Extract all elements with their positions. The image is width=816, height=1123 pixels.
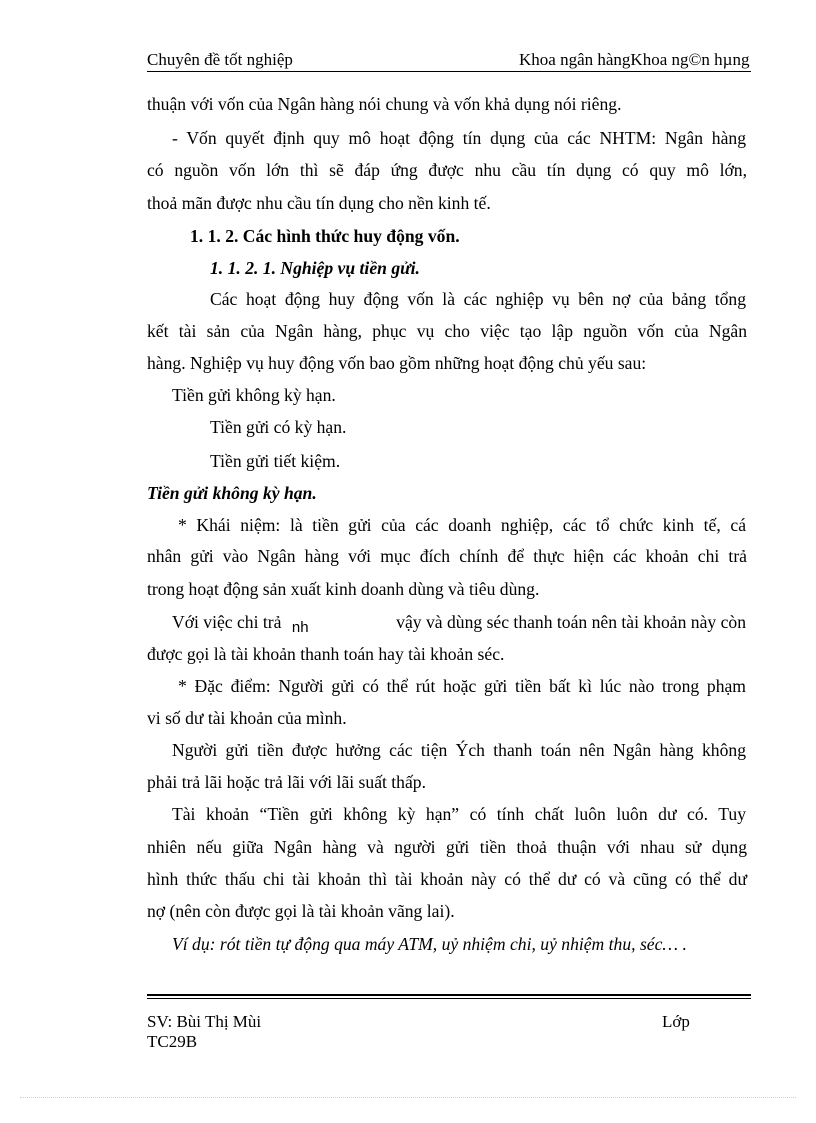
paragraph-line: * Khái niệm: là tiền gửi của các doanh nghiệp, các tổ chức kinh tế, cá (178, 515, 746, 535)
header-divider (147, 71, 751, 72)
paragraph-line: có nguồn vốn lớn thì sẽ đáp ứng được nhu cầu tín dụng có quy mô lớn, (147, 160, 747, 180)
term-heading: Tiền gửi không kỳ hạn. (147, 483, 317, 503)
example-line: Ví dụ: rót tiền tự động qua máy ATM, uỷ nhiệm chi, uỷ nhiệm thu, séc… . (172, 934, 687, 954)
paragraph-line: kết tài sản của Ngân hàng, phục vụ cho việc tạo lập nguồn vốn của Ngân (147, 321, 747, 341)
list-item: Tiền gửi không kỳ hạn. (172, 385, 336, 405)
paragraph-line: * Đặc điểm: Người gửi có thể rút hoặc gửi tiền bất kì lúc nào trong phạm (178, 676, 746, 696)
paragraph-line: nhiên nếu giữa Ngân hàng và người gửi tiền thoả thuận với nhau sử dụng (147, 837, 747, 857)
footer-divider (147, 994, 751, 996)
subsection-heading: 1. 1. 2. 1. Nghiệp vụ tiền gửi. (210, 258, 420, 278)
text-fragment: Với việc chi trả (172, 612, 282, 632)
footer-class-label: Lớp (662, 1012, 690, 1031)
header-right-title: Khoa ngân hàngKhoa ng©n hµng (519, 50, 750, 69)
header-left-title: Chuyên đề tốt nghiệp (147, 50, 293, 69)
paragraph-line: phải trả lãi hoặc trả lãi với lãi suất thấp. (147, 772, 426, 792)
paragraph-line: Người gửi tiền được hưởng các tiện Ých thanh toán nên Ngân hàng không (172, 740, 746, 760)
paragraph-line: Tài khoản “Tiền gửi không kỳ hạn” có tính chất luôn luôn dư có. Tuy (172, 804, 746, 824)
page-edge-divider (20, 1097, 796, 1098)
paragraph-line: thuận với vốn của Ngân hàng nói chung và vốn khả dụng nói riêng. (147, 94, 622, 114)
list-item: Tiền gửi tiết kiệm. (210, 451, 341, 471)
paragraph-line: - Vốn quyết định quy mô hoạt động tín dụng của các NHTM: Ngân hàng (172, 128, 746, 148)
text-fragment: vậy và dùng séc thanh toán nên tài khoản này còn (396, 612, 746, 632)
list-item: Tiền gửi có kỳ hạn. (210, 417, 347, 437)
paragraph-line: nhân gửi vào Ngân hàng với mục đích chính để thực hiện các khoản chi trả (147, 546, 747, 566)
paragraph-line: trong hoạt động sản xuất kinh doanh dùng và tiêu dùng. (147, 579, 540, 599)
text-fragment: nh (291, 619, 309, 636)
paragraph-line: được gọi là tài khoản thanh toán hay tài khoản séc. (147, 644, 505, 664)
footer-student-name: SV: Bùi Thị Mùi (147, 1012, 262, 1031)
paragraph-line: hình thức thấu chi tài khoản thì tài khoản này có thể dư có và cũng có thể dư (147, 869, 747, 889)
paragraph-line: nợ (nên còn được gọi là tài khoản vãng lai). (147, 901, 455, 921)
paragraph-line (172, 612, 746, 636)
footer-divider (147, 998, 751, 999)
section-heading: 1. 1. 2. Các hình thức huy động vốn. (190, 226, 460, 246)
paragraph-line: thoả mãn được nhu cầu tín dụng cho nền kinh tế. (147, 193, 491, 213)
footer-class-code: TC29B (147, 1032, 198, 1051)
paragraph-line: hàng. Nghiệp vụ huy động vốn bao gồm những hoạt động chủ yếu sau: (147, 353, 647, 373)
paragraph-line: vi số dư tài khoản của mình. (147, 708, 347, 728)
paragraph-line: Các hoạt động huy động vốn là các nghiệp vụ bên nợ của bảng tổng (210, 289, 746, 309)
